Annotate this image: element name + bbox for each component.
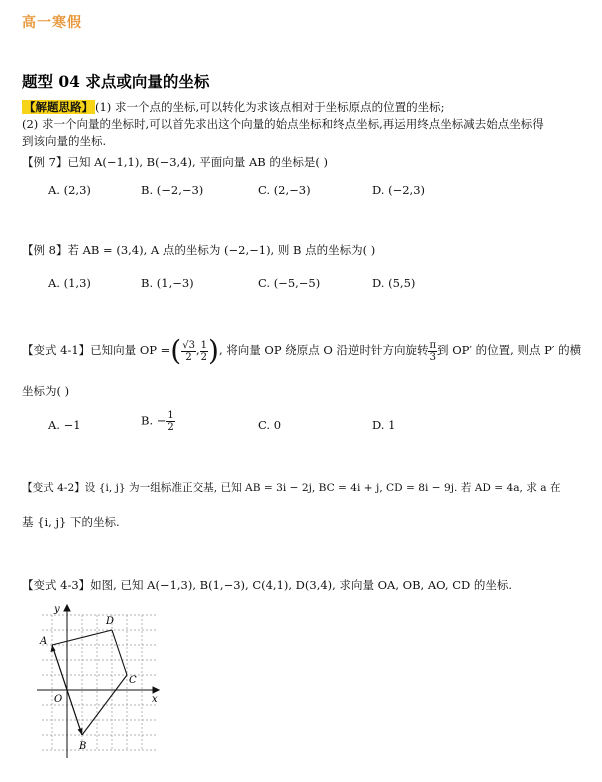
ex8-option-d: D. (5,5) xyxy=(372,276,416,290)
v41-prefix: 【变式 4-1】已知向量 OP = xyxy=(22,343,171,357)
tip-label: 【解题思路】 xyxy=(24,100,93,114)
tip-line-1 xyxy=(22,99,444,115)
coordinate-figure xyxy=(22,600,172,760)
ex7-option-d: D. (−2,3) xyxy=(372,183,426,197)
ex8-option-c: C. (−5,−5) xyxy=(258,276,321,290)
tip-line-2: (2) 求一个向量的坐标时,可以首先求出这个向量的始点坐标和终点坐标,再运用终点坐标减去始点坐标得 xyxy=(22,117,544,131)
example-8-stem: 【例 8】若 AB = (3,4), A 点的坐标为 (−2,−1), 则 B 点的坐标为( ) xyxy=(22,243,376,257)
y-axis-label: y xyxy=(54,604,60,615)
v41-suffix: , 将向量 OP 绕原点 O 沿逆时针方向旋转 xyxy=(218,343,429,357)
v41-option-c: C. 0 xyxy=(258,418,282,432)
grid xyxy=(42,615,157,750)
v41-tail: 到 OP′ 的位置, 则点 P′ 的横 xyxy=(437,343,582,357)
point-a-label: A xyxy=(40,636,48,647)
ex8-option-b: B. (1,−3) xyxy=(141,276,194,290)
origin-label: O xyxy=(54,694,63,705)
v41-angle: $\frac{\pi}{3}$ xyxy=(429,339,437,363)
v41-fraction-x: $\frac{√3}{2}$ xyxy=(182,339,195,363)
tip-text-1: (1) 求一个点的坐标,可以转化为求该点相对于坐标原点的位置的坐标; xyxy=(95,100,445,114)
v41-option-d: D. 1 xyxy=(372,418,396,432)
x-axis-label: x xyxy=(152,694,158,705)
example-7-stem: 【例 7】已知 A(−1,1), B(−3,4), 平面向量 AB 的坐标是( ) xyxy=(22,155,328,169)
variant-4-2-line-2: 基 {i, j} 下的坐标. xyxy=(22,515,120,529)
paren-open: ( xyxy=(170,334,182,367)
variant-4-2-line-1: 【变式 4-2】设 {i, j} 为一组标准正交基, 已知 AB = 3i − 2j, BC = 4i + j, CD = 8i − 9j. 若 AD = 4a, 求 a 在 xyxy=(22,482,561,494)
tip-line-3: 到该向量的坐标. xyxy=(22,134,107,148)
variant-4-1-line-2: 坐标为( ) xyxy=(22,384,70,398)
ex7-option-b: B. (−2,−3) xyxy=(141,183,204,197)
ex7-option-c: C. (2,−3) xyxy=(258,183,311,197)
point-d-label: D xyxy=(106,616,115,627)
v41-option-b: B. − $\frac{1}{2}$ xyxy=(141,410,174,433)
v41-option-a: A. −1 xyxy=(48,418,81,432)
ex7-option-a: A. (2,3) xyxy=(48,183,91,197)
variant-4-1-stem: 【变式 4-1】已知向量 OP =( $\frac{√3}{2}$ , $\frac{1}{2}$ ), 将向量 OP 绕原点 O 沿逆时针方向旋转 $\frac{\pi}{3}$ 到 OP′ 的位置, 则点 P′ 的横 xyxy=(22,334,582,367)
quadrilateral xyxy=(52,630,127,735)
point-b-label: B xyxy=(79,741,87,752)
variant-4-3-stem: 【变式 4-3】如图, 已知 A(−1,3), B(1,−3), C(4,1), D(3,4), 求向量 OA, OB, AO, CD 的坐标. xyxy=(22,578,513,592)
ex8-option-a: A. (1,3) xyxy=(48,276,91,290)
paren-close: ) xyxy=(208,334,219,367)
page-header: 高一寒假 xyxy=(22,15,82,31)
point-c-label: C xyxy=(129,675,137,686)
section-title: 题型 04 求点或向量的坐标 xyxy=(22,72,210,91)
v41-fraction-y: $\frac{1}{2}$ xyxy=(200,339,207,363)
